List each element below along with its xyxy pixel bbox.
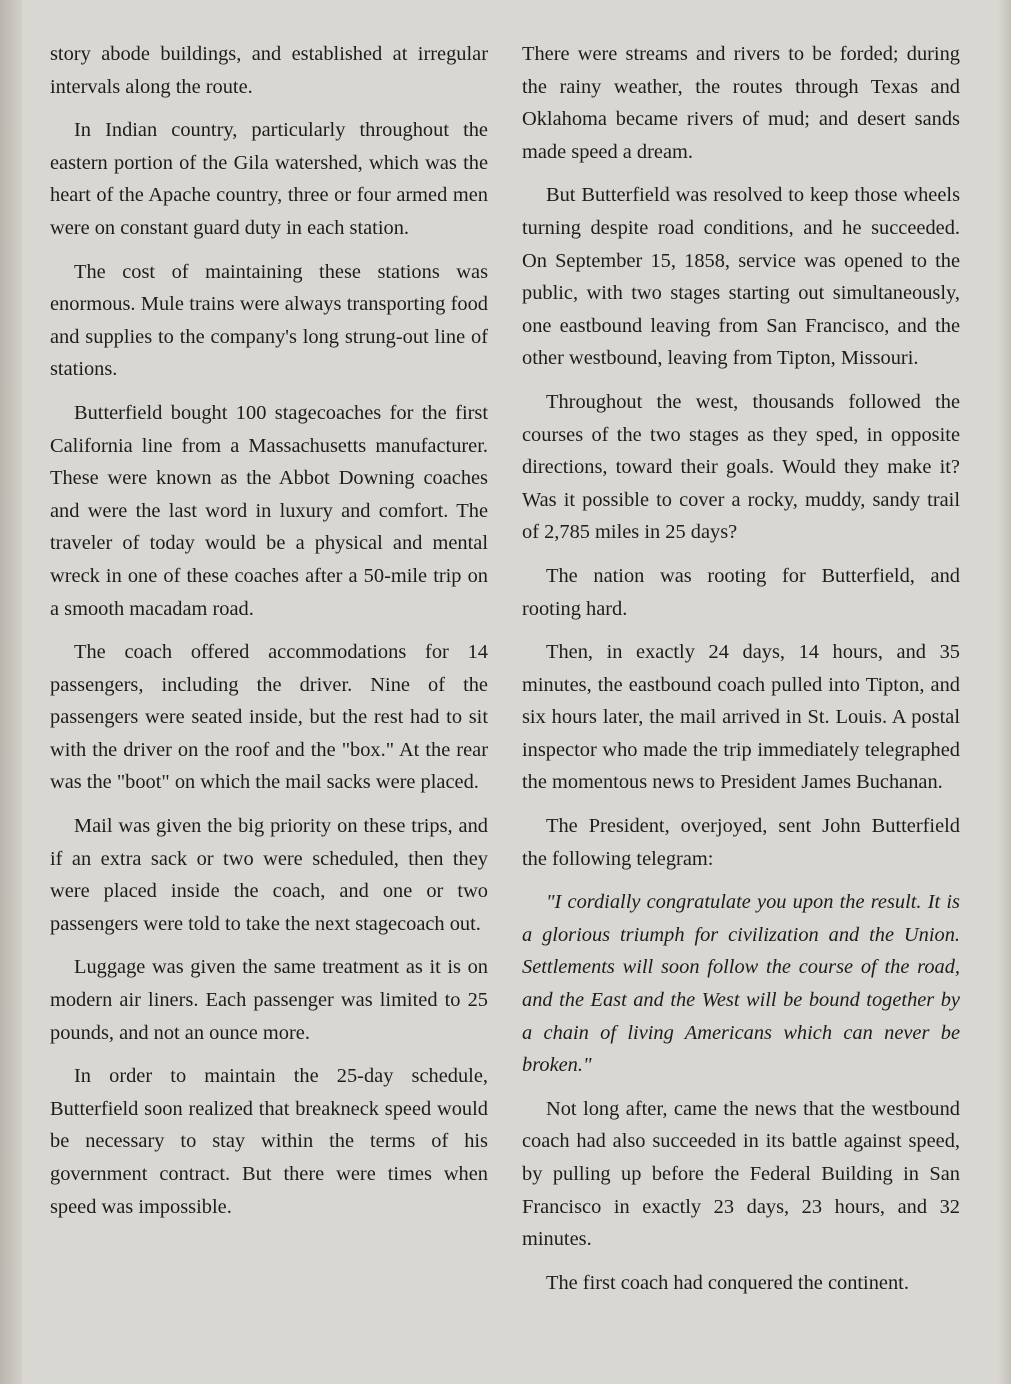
paragraph-president: The President, overjoyed, sent John Butterfield the following telegram: <box>522 815 960 870</box>
paragraph-westbound: Not long after, came the news that the westbound coach had also succeeded in its battle against speed, by pulling up before the Federal Building in San Francisco in exactly 23 days, 23 hours, and 32 minutes. <box>522 1097 960 1251</box>
paragraph-streams: There were streams and rivers to be forded; during the rainy weather, the routes through Texas and Oklahoma became rivers of mud; and desert sands made speed a dream. <box>522 43 960 163</box>
telegram-quote: "I cordially congratulate you upon the result. It is a glorious triumph for civilization and the Union. Settlements will soon follow the course of the road, and the East and the West will be bound together by a chain of living Americans which can never be broken." <box>522 891 960 1077</box>
scan-edge-right <box>997 0 1011 1384</box>
paragraph-luggage: Luggage was given the same treatment as it is on modern air liners. Each passenger was limited to 25 pounds, and not an ounce more. <box>50 956 488 1044</box>
paragraph-nation-rooting: The nation was rooting for Butterfield, and rooting hard. <box>522 564 960 620</box>
paragraph-stagecoaches: Butterfield bought 100 stagecoaches for the first California line from a Massachusetts manufacturer. These were known as the Abbot Downing coaches and were the last word in luxury and comfort. The traveler of today would be a physical and mental wreck in one of these coaches after a 50-mile trip on a smooth macadam road. <box>50 401 488 620</box>
scan-edge-left <box>0 0 22 1384</box>
paragraph-thousands-followed: Throughout the west, thousands followed the courses of the two stages as they sped, in opposite directions, toward their goals. Would they make it? Was it possible to cover a rocky, muddy, sandy trail of 2,785 miles in 25 days? <box>522 390 960 544</box>
paragraph-indian-country: In Indian country, particularly throughout the eastern portion of the Gila watershed, which was the heart of the Apache country, three or four armed men were on constant guard duty in each station. <box>50 119 488 239</box>
paragraph-schedule: In order to maintain the 25-day schedule, Butterfield soon realized that breakneck speed would be necessary to stay within the terms of his government contract. But there were times when speed was impossible. <box>50 1065 488 1218</box>
paragraph-continuation: story abode buildings, and established at irregular intervals along the route. <box>50 43 488 98</box>
paragraph-mail-priority: Mail was given the big priority on these trips, and if an extra sack or two were scheduled, then they were placed inside the coach, and one or two passengers were told to take the next stagecoach out. <box>50 815 488 935</box>
paragraph-station-cost: The cost of maintaining these stations was enormous. Mule trains were always transporting food and supplies to the company's long strung-out line of stations. <box>50 260 488 381</box>
paragraph-conquered: The first coach had conquered the continent. <box>546 1271 909 1294</box>
paragraph-accommodations: The coach offered accommodations for 14 passengers, including the driver. Nine of the passengers were seated inside, but the rest had to sit with the driver on the roof and the "box." At the rear was the "boot" on which the mail sacks were placed. <box>50 641 488 794</box>
paragraph-service-opened: But Butterfield was resolved to keep those wheels turning despite road conditions, and he succeeded. On September 15, 1858, service was opened to the public, with two stages starting out simultaneously, one eastbound leaving from San Francisco, and the other westbound, leaving from Tipton, Missouri. <box>522 184 960 370</box>
right-column <box>522 38 960 1310</box>
left-column <box>50 38 488 1234</box>
paragraph-eastbound-arrival: Then, in exactly 24 days, 14 hours, and 35 minutes, the eastbound coach pulled into Tipton, and six hours later, the mail arrived in St. Louis. A postal inspector who made the trip immediately telegraphed the momentous news to President James Buchanan. <box>522 641 960 794</box>
